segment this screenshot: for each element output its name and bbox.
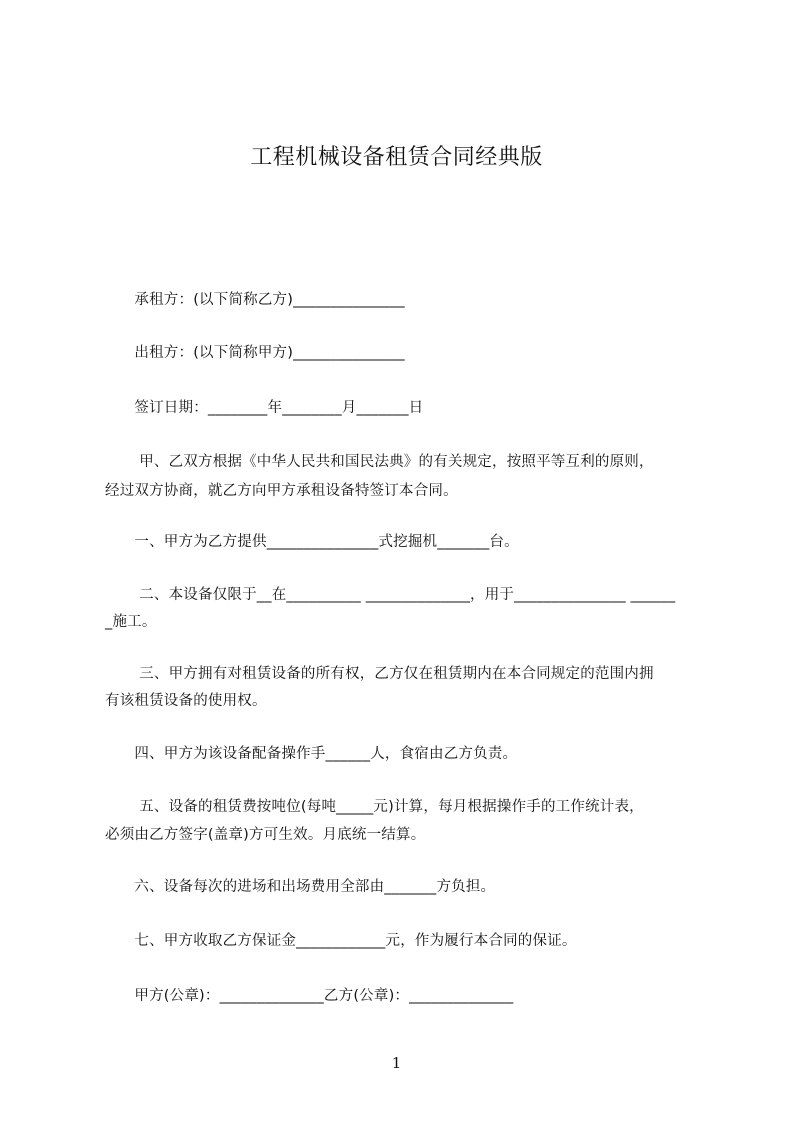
clause-6: 六、设备每次的进场和出场费用全部由_______方负担。 bbox=[105, 879, 496, 895]
clause-2-line-1: 二、本设备仅限于__在__________ ______________，用于_______________ ______ bbox=[105, 587, 676, 603]
preamble-line-1: 甲、乙双方根据《中华人民共和国民法典》的有关规定，按照平等互利的原则， bbox=[105, 454, 654, 470]
clause-5-line-2: 必须由乙方签字(盖章)方可生效。月底统一结算。 bbox=[105, 827, 426, 843]
signing-date-line: 签订日期：________年________月_______日 bbox=[105, 400, 424, 416]
page-number: 1 bbox=[391, 1054, 402, 1072]
lessee-line: 承租方：(以下简称乙方)_______________ bbox=[105, 292, 405, 308]
lessor-line: 出租方：(以下简称甲方)_______________ bbox=[105, 345, 405, 361]
preamble-line-2: 经过双方协商，就乙方向甲方承租设备特签订本合同。 bbox=[105, 483, 458, 499]
clause-5-line-1: 五、设备的租赁费按吨位(每吨_____元)计算，每月根据操作手的工作统计表， bbox=[105, 799, 644, 815]
document-title: 工程机械设备租赁合同经典版 bbox=[250, 145, 543, 170]
clause-3-line-1: 三、甲方拥有对租赁设备的所有权，乙方仅在租赁期内在本合同规定的范围内拥 bbox=[105, 666, 654, 682]
clause-2-line-2: _施工。 bbox=[105, 614, 157, 630]
clause-7: 七、甲方收取乙方保证金____________元，作为履行本合同的保证。 bbox=[105, 933, 577, 949]
clause-4: 四、甲方为该设备配备操作手______人，食宿由乙方负责。 bbox=[105, 746, 518, 762]
clause-3-line-2: 有该租赁设备的使用权。 bbox=[105, 693, 267, 709]
signature-line: 甲方(公章)：______________乙方(公章)：______________ bbox=[105, 988, 514, 1004]
clause-1: 一、甲方为乙方提供_______________式挖掘机_______台。 bbox=[105, 534, 519, 550]
